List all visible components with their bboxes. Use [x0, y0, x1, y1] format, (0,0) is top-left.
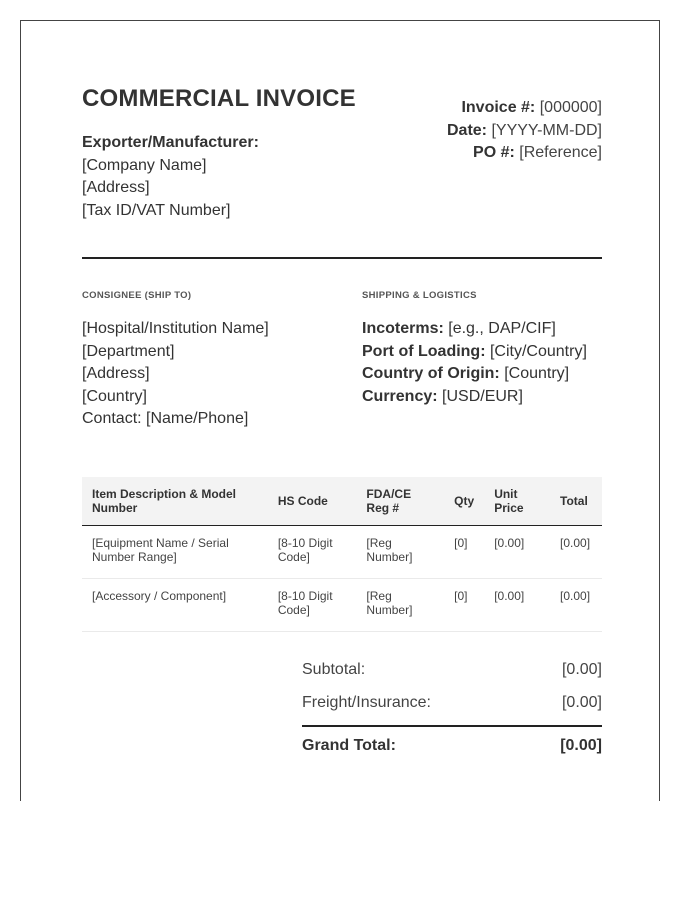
cell-description: [Accessory / Component]	[82, 579, 268, 632]
consignee-department: [Department]	[82, 342, 175, 360]
consignee-contact: Contact: [Name/Phone]	[82, 410, 249, 427]
invoice-date-row	[447, 120, 602, 143]
invoice-page	[20, 20, 660, 801]
grand-total-label: Grand Total:	[302, 737, 396, 754]
invoice-number-label: Invoice #:	[461, 99, 536, 116]
cell-unit-price: [0.00]	[484, 526, 550, 579]
shipping-heading: SHIPPING & LOGISTICS	[362, 290, 477, 301]
cell-qty: [0]	[444, 526, 484, 579]
invoice-title: COMMERCIAL INVOICE	[82, 85, 356, 112]
incoterms-label: Incoterms:	[362, 320, 444, 337]
col-header-unit-price: Unit Price	[484, 477, 550, 526]
col-header-description: Item Description & Model Number	[82, 477, 268, 526]
cell-total: [0.00]	[550, 526, 602, 579]
invoice-number-row	[447, 97, 602, 120]
currency-label: Currency:	[362, 387, 438, 405]
consignee-block	[82, 318, 269, 431]
incoterms-row	[362, 318, 587, 341]
po-number-row	[447, 142, 602, 165]
currency-value: [USD/EUR]	[437, 387, 523, 405]
cell-hs-code: [8-10 Digit Code]	[268, 579, 357, 632]
exporter-address: [Address]	[82, 179, 150, 196]
po-number-label: PO #:	[473, 144, 515, 161]
consignee-heading: CONSIGNEE (SHIP TO)	[82, 290, 192, 301]
invoice-meta	[447, 97, 602, 165]
consignee-address: [Address]	[82, 365, 150, 382]
col-header-reg: FDA/CE Reg #	[356, 477, 444, 526]
shipping-block	[362, 318, 587, 408]
exporter-company: [Company Name]	[82, 156, 207, 174]
table-row	[82, 526, 602, 579]
incoterms-value: [e.g., DAP/CIF]	[443, 320, 556, 337]
cell-unit-price: [0.00]	[484, 579, 550, 632]
subtotal-value: [0.00]	[561, 661, 602, 678]
po-number-value: [Reference]	[519, 144, 602, 161]
invoice-date-label: Date:	[447, 121, 488, 139]
cell-reg: [Reg Number]	[356, 526, 444, 579]
freight-label: Freight/Insurance:	[302, 694, 431, 711]
consignee-institution: [Hospital/Institution Name]	[82, 320, 269, 337]
consignee-country: [Country]	[82, 387, 147, 405]
port-of-loading-label: Port of Loading:	[362, 342, 486, 360]
freight-value: [0.00]	[561, 694, 602, 711]
invoice-number-value: [000000]	[539, 99, 602, 116]
cell-qty: [0]	[444, 579, 484, 632]
exporter-block	[82, 132, 259, 222]
subtotal-label: Subtotal:	[302, 661, 366, 678]
currency-row	[362, 386, 587, 409]
col-header-hs-code: HS Code	[268, 477, 357, 526]
subtotal-row	[302, 653, 602, 686]
cell-reg: [Reg Number]	[356, 579, 444, 632]
grand-total-value: [0.00]	[560, 737, 602, 754]
country-of-origin-value: [Country]	[499, 365, 570, 382]
col-header-total: Total	[550, 477, 602, 526]
country-of-origin-label: Country of Origin:	[362, 365, 500, 382]
cell-description: [Equipment Name / Serial Number Range]	[82, 526, 268, 579]
table-row	[82, 579, 602, 632]
invoice-date-value: [YYYY-MM-DD]	[491, 121, 602, 139]
freight-row	[302, 686, 602, 719]
port-of-loading-row	[362, 341, 587, 364]
totals-block	[302, 653, 602, 761]
grand-total-row	[302, 727, 602, 761]
exporter-tax-id: [Tax ID/VAT Number]	[82, 201, 231, 219]
port-of-loading-value: [City/Country]	[485, 342, 587, 360]
cell-hs-code: [8-10 Digit Code]	[268, 526, 357, 579]
col-header-qty: Qty	[444, 477, 484, 526]
header-divider	[82, 257, 602, 259]
line-items-table	[82, 477, 602, 632]
country-of-origin-row	[362, 363, 587, 386]
exporter-label: Exporter/Manufacturer:	[82, 134, 259, 151]
invoice-content	[82, 21, 602, 801]
table-header-row	[82, 477, 602, 526]
cell-total: [0.00]	[550, 579, 602, 632]
